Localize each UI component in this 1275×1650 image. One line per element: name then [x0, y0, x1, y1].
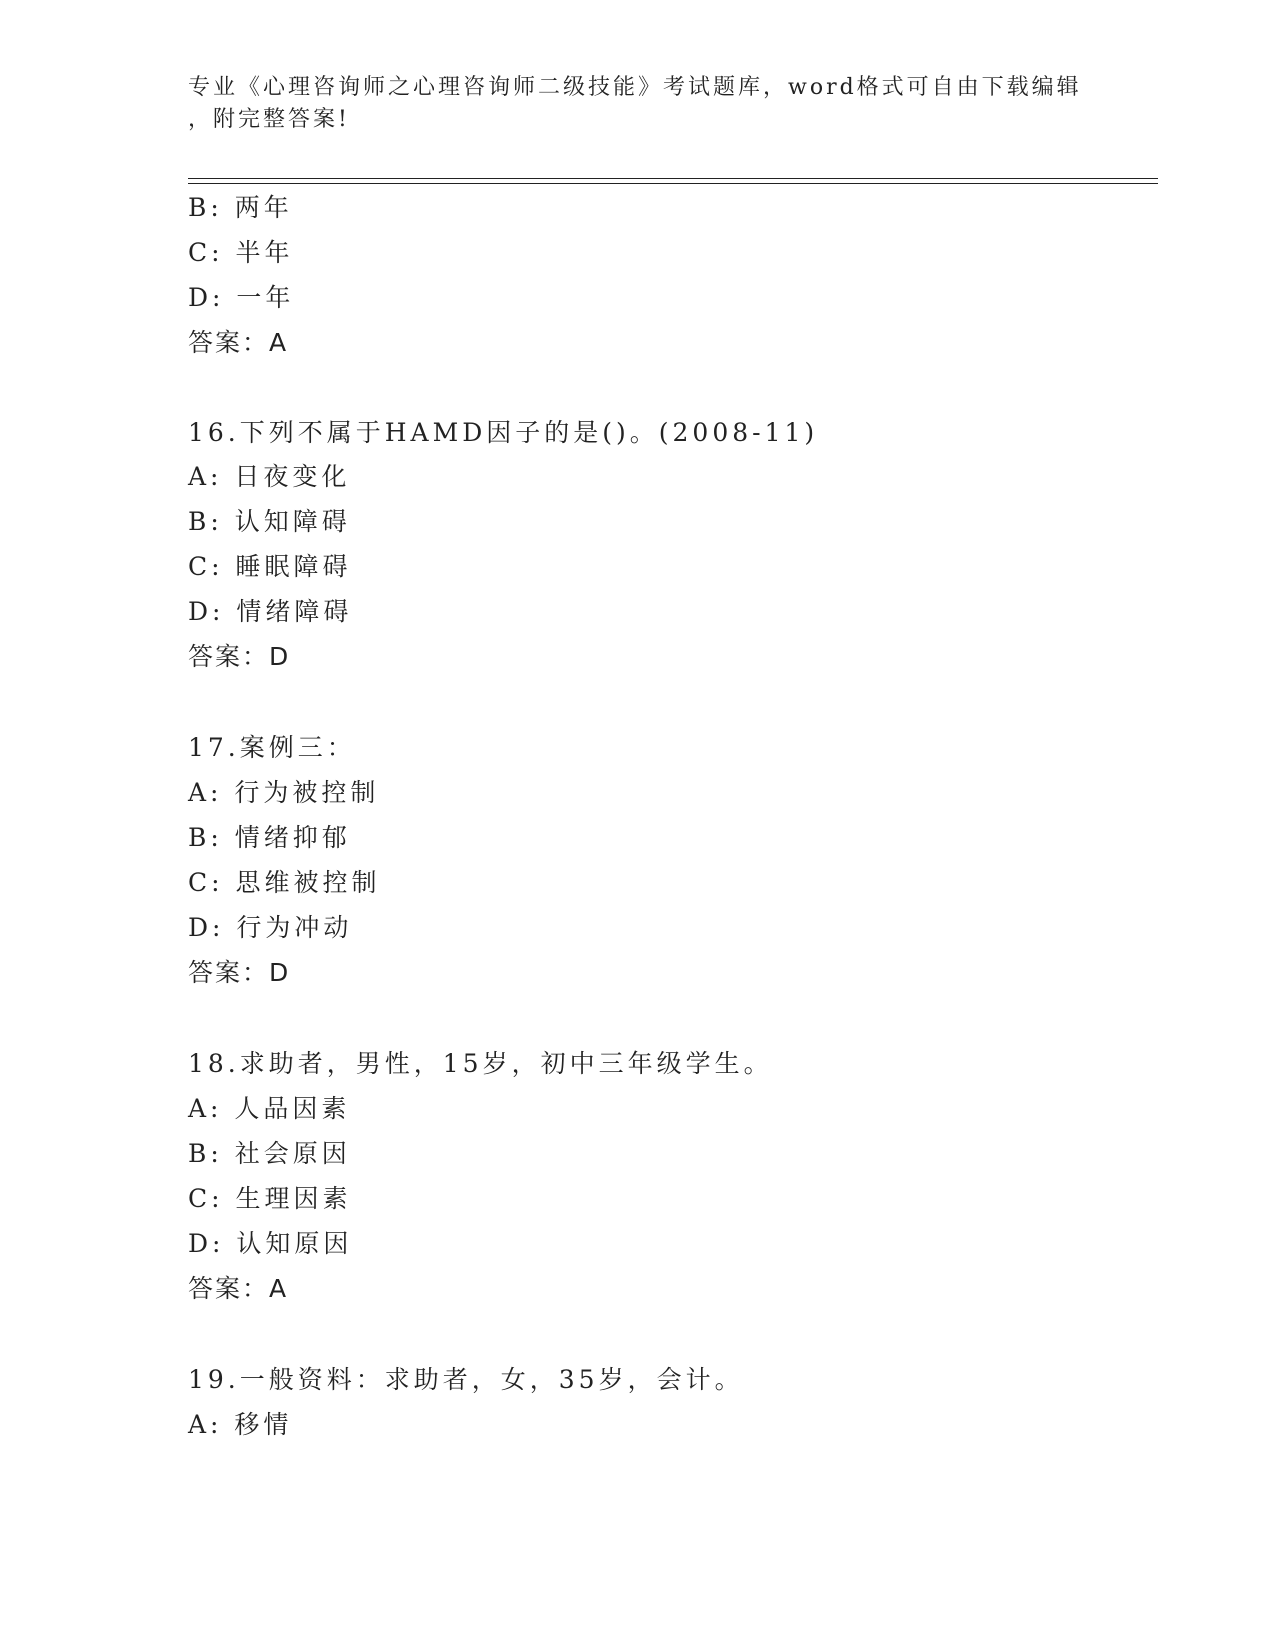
question-line: 16.下列不属于HAMD因子的是()。(2008-11) — [188, 418, 819, 447]
option-line: C: 思维被控制 — [188, 868, 381, 897]
option-line: B: 两年 — [188, 193, 293, 222]
option-line: D: 一年 — [188, 283, 295, 312]
document-header — [188, 72, 1088, 136]
answer-line: 答案：A — [188, 328, 289, 357]
option-line: B: 认知障碍 — [188, 507, 351, 536]
option-line: D: 情绪障碍 — [188, 597, 353, 626]
option-line: B: 社会原因 — [188, 1139, 351, 1168]
answer-line: 答案：D — [188, 642, 291, 671]
question-line: 19.一般资料：求助者，女，35岁，会计。 — [188, 1365, 744, 1394]
option-line: A: 移情 — [188, 1410, 293, 1439]
answer-line: 答案：D — [188, 958, 291, 987]
option-line: A: 人品因素 — [188, 1094, 351, 1123]
question-line: 17.案例三： — [188, 733, 356, 762]
option-line: B: 情绪抑郁 — [188, 823, 351, 852]
header-line-1: 专业《心理咨询师之心理咨询师二级技能》考试题库，word格式可自由下载编辑 — [188, 75, 1082, 100]
option-line: A: 行为被控制 — [188, 778, 380, 807]
header-rule-top — [188, 178, 1158, 179]
header-line-2: ，附完整答案! — [188, 107, 350, 132]
option-line: C: 半年 — [188, 238, 294, 267]
option-line: C: 生理因素 — [188, 1184, 352, 1213]
question-line: 18.求助者，男性，15岁，初中三年级学生。 — [188, 1049, 773, 1078]
option-line: A: 日夜变化 — [188, 462, 351, 491]
option-line: D: 认知原因 — [188, 1229, 353, 1258]
option-line: D: 行为冲动 — [188, 913, 353, 942]
answer-line: 答案：A — [188, 1274, 289, 1303]
header-rule-bottom — [188, 183, 1158, 184]
option-line: C: 睡眠障碍 — [188, 552, 352, 581]
